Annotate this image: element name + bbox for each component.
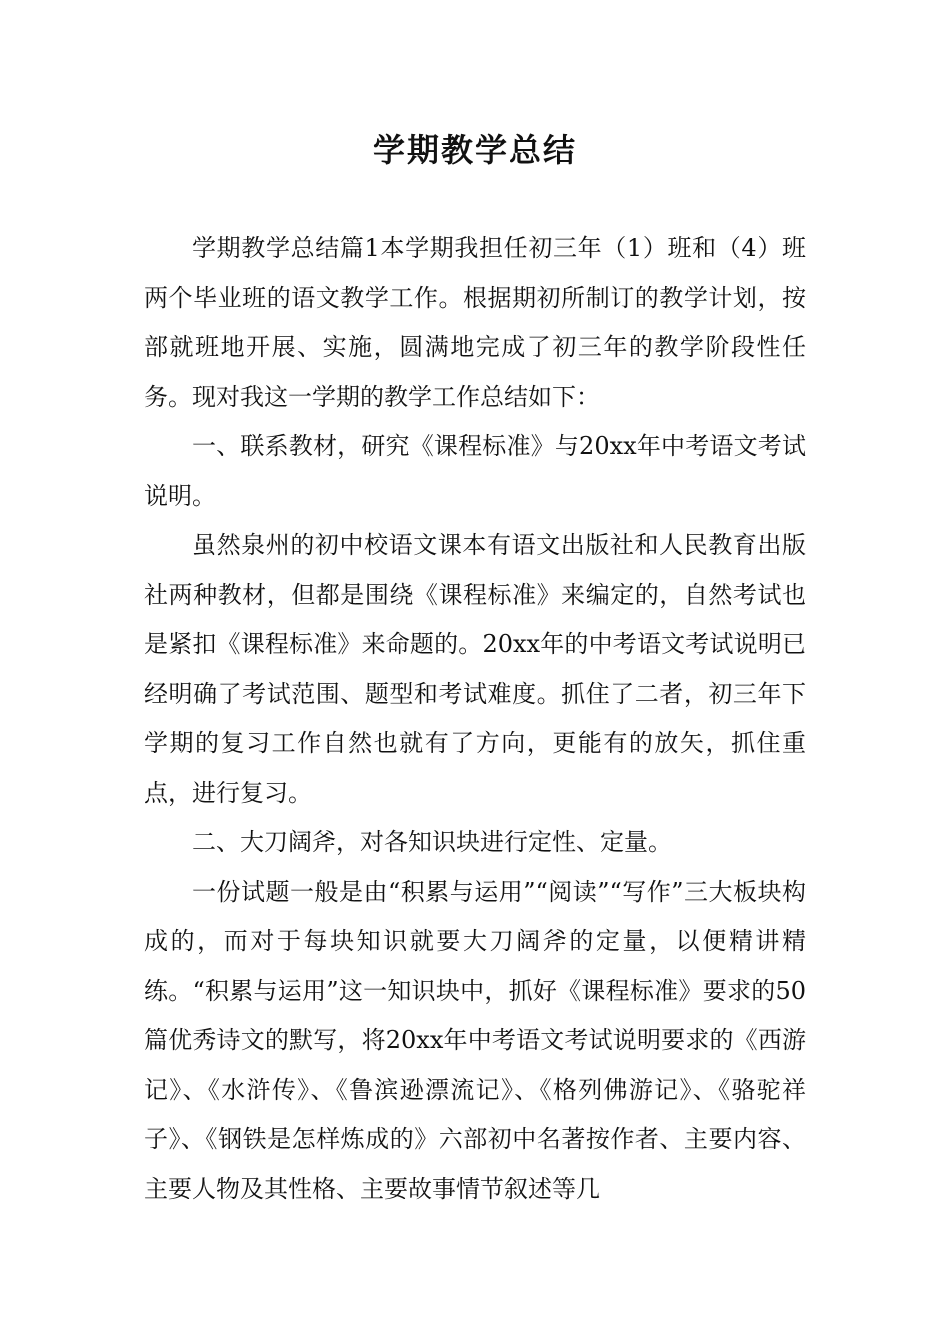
document-title: 学期教学总结 [372,131,577,169]
paragraph-intro: 学期教学总结篇1本学期我担任初三年（1）班和（4）班两个毕业班的语文教学工作。根据期初所制订的教学计划，按部就班地开展、实施，圆满地完成了初三年的教学阶段性任务。现对我这一学期的教学工作总结如下： [144,234,806,411]
document-body [144,224,806,1214]
paragraph-section-1-body: 虽然泉州的初中校语文课本有语文出版社和人民教育出版社两种教材，但都是围绕《课程标准》来编定的，自然考试也是紧扣《课程标准》来命题的。20xx年的中考语文考试说明已经明确了考试范围、题型和考试难度。抓住了二者，初三年下学期的复习工作自然也就有了方向，更能有的放矢，抓住重点，进行复习。 [144,531,806,807]
paragraph-section-1-heading: 一、联系教材，研究《课程标准》与20xx年中考语文考试说明。 [144,432,806,510]
paragraph-section-2-heading: 二、大刀阔斧，对各知识块进行定性、定量。 [192,828,672,856]
paragraph-section-2-body: 一份试题一般是由“积累与运用”“阅读”“写作”三大板块构成的，而对于每块知识就要大刀阔斧的定量，以便精讲精练。“积累与运用”这一知识块中，抓好《课程标准》要求的50篇优秀诗文的默写，将20xx年中考语文考试说明要求的《西游记》、《水浒传》、《鲁滨逊漂流记》、《格列佛游记》、《骆驼祥子》、《钢铁是怎样炼成的》六部初中名著按作者、主要内容、主要人物及其性格、主要故事情节叙述等几 [144,877,806,1203]
